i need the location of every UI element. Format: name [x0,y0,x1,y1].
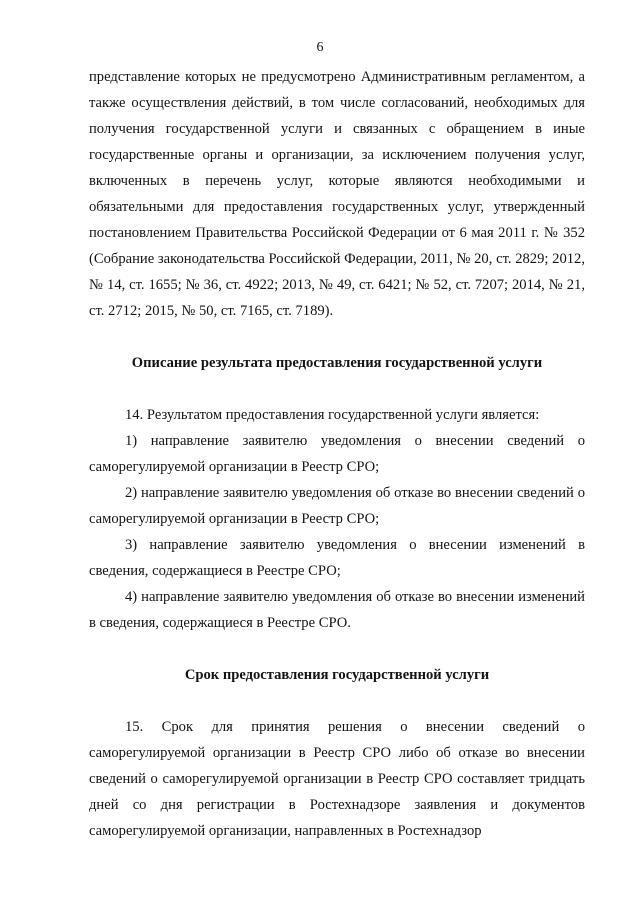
spacer [89,376,585,402]
result-item-4: 4) направление заявителю уведомления об отказе во внесении изменений в сведения, содержащиеся в Реестре СРО. [89,589,585,631]
section-heading-result: Описание результата предоставления государственной услуги [131,355,543,371]
intro-paragraph: представление которых не предусмотрено Административным регламентом, а также осуществления действий, в том числе согласований, необходимых для получения государственной услуги и связанных с обращением в иные государственные органы и организации, за исключением получения услуг, включенных в перечень услуг, которые являются необходимыми и обязательными для предоставления государственных услуг, утвержденный постановлением Правительства Российской Федерации от 6 мая 2011 г. № 352 (Собрание законодательства Российской Федерации, 2011, № 20, ст. 2829; 2012, № 14, ст. 1655; № 36, ст. 4922; 2013, № 49, ст. 6421; № 52, ст. 7207; 2014, № 21, ст. 2712; 2015, № 50, ст. 7165, ст. 7189). [89,69,585,319]
result-paragraph-intro: 14. Результатом предоставления государственной услуги является: [125,407,540,423]
spacer [89,688,585,714]
spacer [89,324,585,350]
result-item-3: 3) направление заявителю уведомления о внесении изменений в сведения, содержащиеся в Реестре СРО; [89,537,585,579]
document-body [89,64,585,844]
result-item-2: 2) направление заявителю уведомления об отказе во внесении сведений о саморегулируемой организации в Реестр СРО; [89,485,585,527]
section-heading-term: Срок предоставления государственной услуги [184,667,490,683]
term-paragraph-15: 15. Срок для принятия решения о внесении сведений о саморегулируемой организации в Реестр СРО либо об отказе во внесении сведений о саморегулируемой организации в Реестр СРО составляет тридцать дней со дня регистрации в Ростехнадзоре заявления и документов саморегулируемой организации, направленных в Ростехнадзор [89,719,585,839]
page-number: 6 [316,40,324,55]
result-item-1: 1) направление заявителю уведомления о внесении сведений о саморегулируемой организации в Реестр СРО; [89,433,585,475]
spacer [89,636,585,662]
